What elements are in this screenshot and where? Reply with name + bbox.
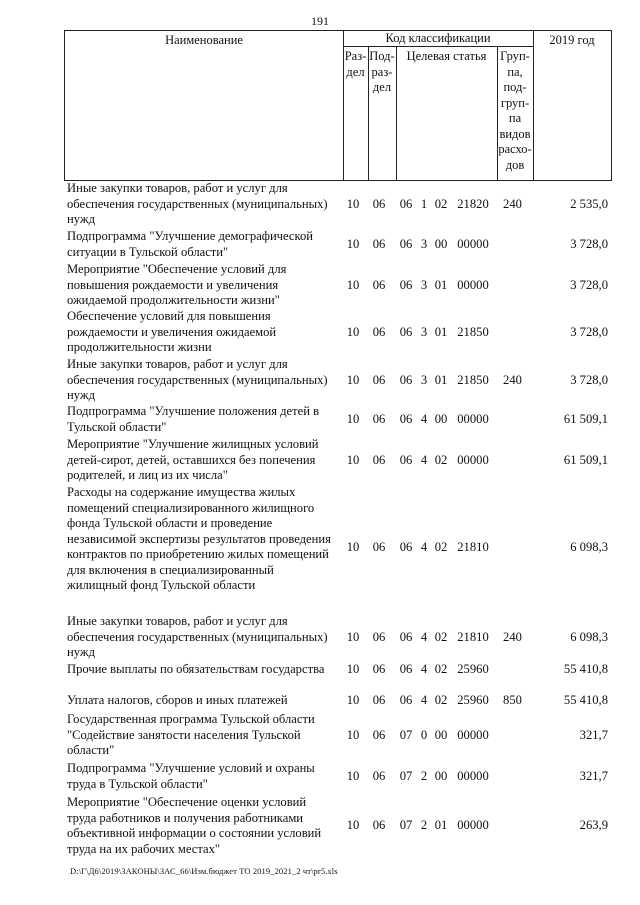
target-subprogram-code: 3 (420, 325, 428, 339)
row-name (67, 309, 339, 356)
subsection-code: 06 (372, 412, 386, 426)
row-name-line: труда работников и получения работниками (67, 810, 304, 825)
target-subprogram-code: 4 (420, 662, 428, 676)
target-subprogram-code: 3 (420, 373, 428, 387)
section-code: 10 (346, 373, 360, 387)
row-name-line: Иные закупки товаров, работ и услуг для (67, 357, 288, 371)
row-name-line: обеспечения государственных (муниципальных) (67, 629, 328, 644)
row-name-line: Мероприятие "Обеспечение оценки условий (67, 795, 307, 809)
row-name (67, 761, 339, 792)
target-direction-code: 00000 (457, 728, 489, 742)
column-header-name: Наименование (165, 33, 243, 47)
row-name-line: нужд (67, 388, 95, 402)
row-name (67, 693, 339, 709)
target-program-code: 06 (399, 278, 413, 292)
amount-2019: 6 098,3 (570, 630, 608, 644)
subsection-code: 06 (372, 540, 386, 554)
target-program-code: 06 (399, 630, 413, 644)
row-name-line: нужд (67, 645, 95, 659)
section-code: 10 (346, 278, 360, 292)
row-name-line: ситуации в Тульской области" (67, 244, 229, 259)
column-header-target-item: Целевая статья (406, 49, 487, 63)
header-line: Под- (369, 49, 395, 63)
target-program-code: 06 (399, 325, 413, 339)
target-program-code: 06 (399, 412, 413, 426)
target-direction-code: 00000 (457, 769, 489, 783)
row-name-line: жилищный фонд Тульской области (67, 578, 256, 592)
header-line: видов (499, 126, 531, 141)
target-event-code: 00 (434, 769, 448, 783)
row-name-line: Иные закупки товаров, работ и услуг для (67, 614, 288, 628)
target-event-code: 01 (434, 325, 448, 339)
expense-type-code: 240 (503, 630, 522, 644)
subsection-code: 06 (372, 278, 386, 292)
row-name-line: Расходы на содержание имущества жилых (67, 485, 296, 499)
column-header-section (343, 49, 368, 80)
row-name-line: нужд (67, 212, 95, 226)
header-line: дел (346, 64, 365, 79)
file-path-footer: D:\Г\Д6\2019\ЗАКОНЫ\ЗАС_66\Изм.бюджет ТО 2019_2021_2 чт\pr5.xls (70, 866, 338, 876)
amount-2019: 2 535,0 (570, 197, 608, 211)
target-direction-code: 00000 (457, 412, 489, 426)
header-line: па, (507, 64, 523, 79)
subsection-code: 06 (372, 237, 386, 251)
amount-2019: 3 728,0 (570, 237, 608, 251)
row-name-line: независимой экспертизы результатов проведения (67, 531, 331, 546)
header-line: Раз- (344, 49, 367, 63)
target-direction-code: 25960 (457, 662, 489, 676)
row-name-line: Государственная программа Тульской области (67, 712, 315, 726)
target-direction-code: 21850 (457, 325, 489, 339)
section-code: 10 (346, 237, 360, 251)
target-event-code: 01 (434, 278, 448, 292)
target-event-code: 02 (434, 453, 448, 467)
row-name-line: объективной информации о состоянии условий (67, 826, 322, 840)
table-row (67, 693, 611, 709)
target-subprogram-code: 4 (420, 693, 428, 707)
target-subprogram-code: 4 (420, 540, 428, 554)
row-name-line: ожидаемой продолжительности жизни" (67, 293, 280, 307)
table-row (67, 614, 611, 661)
target-event-code: 02 (434, 630, 448, 644)
subsection-code: 06 (372, 197, 386, 211)
target-direction-code: 00000 (457, 818, 489, 832)
target-event-code: 00 (434, 412, 448, 426)
target-program-code: 06 (399, 540, 413, 554)
header-line: дел (372, 80, 392, 94)
row-name (67, 795, 339, 857)
target-program-code: 07 (399, 728, 413, 742)
target-direction-code: 00000 (457, 237, 489, 251)
row-name-line: фонда Тульской области и проведение (67, 516, 273, 530)
target-program-code: 06 (399, 373, 413, 387)
section-code: 10 (346, 662, 360, 676)
section-code: 10 (346, 769, 360, 783)
target-direction-code: 21810 (457, 540, 489, 554)
subsection-code: 06 (372, 373, 386, 387)
row-name (67, 437, 339, 484)
row-name (67, 357, 339, 404)
table-header (64, 30, 612, 181)
row-name-line: Тульской области" (67, 419, 167, 434)
amount-2019: 3 728,0 (570, 325, 608, 339)
header-divider (396, 46, 397, 180)
subsection-code: 06 (372, 693, 386, 707)
target-program-code: 06 (399, 237, 413, 251)
row-name-line: детей-сирот, детей, оставшихся без попечения (67, 452, 316, 467)
row-name-line: Иные закупки товаров, работ и услуг для (67, 181, 288, 195)
section-code: 10 (346, 693, 360, 707)
expense-type-code: 240 (503, 197, 522, 211)
header-line: раз- (371, 64, 393, 79)
row-name (67, 181, 339, 228)
row-name-line: "Содействие занятости населения Тульской (67, 727, 301, 742)
table-row (67, 181, 611, 228)
section-code: 10 (346, 325, 360, 339)
target-subprogram-code: 0 (420, 728, 428, 742)
target-event-code: 02 (434, 693, 448, 707)
row-name-line: рождаемости и увеличения ожидаемой (67, 324, 277, 339)
amount-2019: 55 410,8 (563, 662, 608, 676)
row-name-line: Подпрограмма "Улучшение демографической (67, 229, 314, 243)
row-name-line: обеспечения государственных (муниципальных) (67, 372, 328, 387)
header-line: дов (505, 157, 525, 172)
target-direction-code: 25960 (457, 693, 489, 707)
target-program-code: 06 (399, 693, 413, 707)
row-name-line: Мероприятие "Улучшение жилищных условий (67, 437, 319, 451)
row-name-line: Уплата налогов, сборов и иных платежей (67, 693, 288, 707)
target-direction-code: 21820 (457, 197, 489, 211)
target-program-code: 07 (399, 769, 413, 783)
section-code: 10 (346, 412, 360, 426)
column-header-year: 2019 год (549, 33, 595, 47)
row-name-line: контрактов по приобретению жилых помещений (67, 547, 329, 561)
row-name-line: Прочие выплаты по обязательствам государства (67, 662, 325, 676)
table-row (67, 761, 611, 792)
amount-2019: 6 098,3 (570, 540, 608, 554)
amount-2019: 263,9 (579, 818, 608, 832)
expense-type-code: 850 (503, 693, 522, 707)
row-name-line: родителей, и лиц из их числа" (67, 468, 228, 482)
row-name (67, 662, 339, 678)
header-line: груп- (500, 95, 530, 110)
row-name-line: Подпрограмма "Улучшение условий и охраны (67, 761, 315, 775)
section-code: 10 (346, 630, 360, 644)
target-program-code: 06 (399, 453, 413, 467)
target-subprogram-code: 2 (420, 818, 428, 832)
target-event-code: 02 (434, 197, 448, 211)
row-name (67, 614, 339, 661)
section-code: 10 (346, 818, 360, 832)
amount-2019: 3 728,0 (570, 278, 608, 292)
target-event-code: 01 (434, 373, 448, 387)
row-name-line: продолжительности жизни (67, 340, 212, 354)
table-row (67, 229, 611, 260)
row-name-line: Мероприятие "Обеспечение условий для (67, 262, 287, 276)
target-direction-code: 00000 (457, 453, 489, 467)
table-row (67, 485, 611, 594)
header-divider (533, 31, 534, 180)
row-name-line: Обеспечение условий для повышения (67, 309, 271, 323)
table-row (67, 262, 611, 309)
target-event-code: 02 (434, 662, 448, 676)
table-row (67, 437, 611, 484)
subsection-code: 06 (372, 453, 386, 467)
table-row (67, 357, 611, 404)
amount-2019: 3 728,0 (570, 373, 608, 387)
target-direction-code: 21850 (457, 373, 489, 387)
target-subprogram-code: 3 (420, 237, 428, 251)
amount-2019: 321,7 (579, 769, 608, 783)
subsection-code: 06 (372, 728, 386, 742)
target-subprogram-code: 3 (420, 278, 428, 292)
column-header-subsection (368, 49, 396, 96)
target-subprogram-code: 4 (420, 630, 428, 644)
subsection-code: 06 (372, 630, 386, 644)
subsection-code: 06 (372, 325, 386, 339)
header-line: под- (503, 80, 527, 94)
target-program-code: 06 (399, 197, 413, 211)
target-event-code: 00 (434, 237, 448, 251)
header-line: па (508, 111, 522, 125)
section-code: 10 (346, 540, 360, 554)
subsection-code: 06 (372, 662, 386, 676)
amount-2019: 61 509,1 (563, 453, 608, 467)
table-row (67, 662, 611, 678)
target-subprogram-code: 2 (420, 769, 428, 783)
section-code: 10 (346, 728, 360, 742)
amount-2019: 61 509,1 (563, 412, 608, 426)
row-name-line: обеспечения государственных (муниципальных) (67, 196, 328, 211)
subsection-code: 06 (372, 769, 386, 783)
table-row (67, 795, 611, 857)
amount-2019: 321,7 (579, 728, 608, 742)
target-subprogram-code: 4 (420, 412, 428, 426)
table-row (67, 712, 611, 759)
table-row (67, 404, 611, 435)
page-number: 191 (311, 14, 329, 28)
row-name (67, 262, 339, 309)
expense-type-code: 240 (503, 373, 522, 387)
column-header-classification: Код классификации (385, 31, 491, 45)
table-row (67, 309, 611, 356)
row-name-line: для включения в специализированный (67, 562, 274, 577)
row-name (67, 229, 339, 260)
target-program-code: 06 (399, 662, 413, 676)
row-name-line: повышения рождаемости и увеличения (67, 277, 279, 292)
header-line: расхо- (498, 142, 532, 156)
section-code: 10 (346, 453, 360, 467)
target-event-code: 02 (434, 540, 448, 554)
row-name-line: Подпрограмма "Улучшение положения детей в (67, 404, 320, 418)
column-header-expense-type (497, 49, 533, 173)
target-subprogram-code: 1 (420, 197, 428, 211)
target-program-code: 07 (399, 818, 413, 832)
target-event-code: 01 (434, 818, 448, 832)
target-direction-code: 21810 (457, 630, 489, 644)
section-code: 10 (346, 197, 360, 211)
header-divider (611, 31, 612, 180)
row-name-line: помещений специализированного жилищного (67, 500, 315, 515)
row-name-line: труда в Тульской области" (67, 776, 208, 791)
row-name (67, 485, 339, 594)
row-name (67, 712, 339, 759)
row-name-line: труда на их рабочих местах" (67, 841, 221, 856)
row-name-line: области" (67, 743, 115, 757)
row-name (67, 404, 339, 435)
target-direction-code: 00000 (457, 278, 489, 292)
target-subprogram-code: 4 (420, 453, 428, 467)
target-event-code: 00 (434, 728, 448, 742)
subsection-code: 06 (372, 818, 386, 832)
header-line: Груп- (500, 49, 530, 63)
amount-2019: 55 410,8 (563, 693, 608, 707)
